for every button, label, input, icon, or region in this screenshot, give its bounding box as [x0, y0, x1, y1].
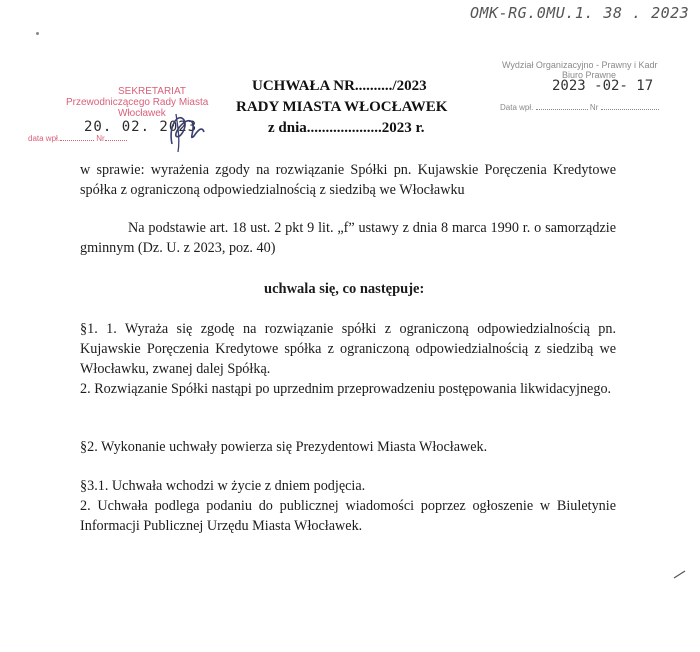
pen-mark	[672, 568, 688, 580]
office-date-label: Data wpł.	[500, 103, 534, 112]
section-1-point-1: §1. 1. Wyraża się zgodę na rozwiązanie spółki z ograniczoną odpowiedzialnością pn. Kujawskie Poręczenia Kredytowe spółka z ograniczoną odpowiedzialnością z siedzibą we Włocławku, zwanej dalej Spółką.	[80, 321, 616, 377]
office-stamp-line-2: Biuro Prawne	[562, 70, 617, 80]
stamp-nr-label: Nr	[96, 134, 105, 143]
stamp-line-2: Przewodniczącego Rady Miasta	[66, 97, 209, 108]
office-stamp-line-1: Wydział Organizacyjno - Prawny i Kadr	[502, 60, 658, 70]
stamp-date-label: data wpł.	[28, 134, 61, 143]
stamp-line-3: Włocławek	[118, 108, 166, 119]
scan-speck	[36, 32, 39, 35]
resolution-date: z dnia....................2023 r.	[268, 120, 425, 136]
council-name: RADY MIASTA WŁOCŁAWEK	[236, 99, 448, 115]
section-3-point-1: §3.1. Uchwała wchodzi w życie z dniem podjęcia.	[80, 478, 366, 494]
subject-paragraph: w sprawie: wyrażenia zgody na rozwiązanie Spółki pn. Kujawskie Poręczenia Kredytowe spółka z ograniczoną odpowiedzialnością z siedzibą we Włocławku	[80, 162, 616, 198]
handwritten-signature	[158, 106, 208, 154]
stamp-date-row	[28, 134, 127, 143]
received-date-right: 2023 -02- 17	[552, 78, 654, 94]
section-1-point-2: 2. Rozwiązanie Spółki nastąpi po uprzednim przeprowadzeniu postępowania likwidacyjnego.	[80, 381, 612, 397]
resolution-title: UCHWAŁA NR........../2023	[252, 78, 427, 94]
received-date-left: 20. 02. 2023	[84, 119, 198, 135]
legal-basis-paragraph: Na podstawie art. 18 ust. 2 pkt 9 lit. „f” ustawy z dnia 8 marca 1990 r. o samorządzie gminnym (Dz. U. z 2023, poz. 40)	[80, 220, 616, 256]
stamp-line-1: SEKRETARIAT	[118, 86, 186, 97]
office-stamp-date-row	[500, 103, 659, 112]
section-2: §2. Wykonanie uchwały powierza się Prezydentowi Miasta Włocławek.	[80, 439, 488, 455]
resolves-heading: uchwala się, co następuje:	[264, 281, 425, 297]
section-3-point-2: 2. Uchwała podlega podaniu do publicznej wiadomości poprzez ogłoszenie w Biuletynie Informacji Publicznej Urzędu Miasta Włocławek.	[80, 498, 616, 534]
handwritten-reference: OMK-RG.0MU.1. 38 . 2023	[470, 4, 690, 22]
office-nr-label: Nr	[589, 103, 599, 112]
